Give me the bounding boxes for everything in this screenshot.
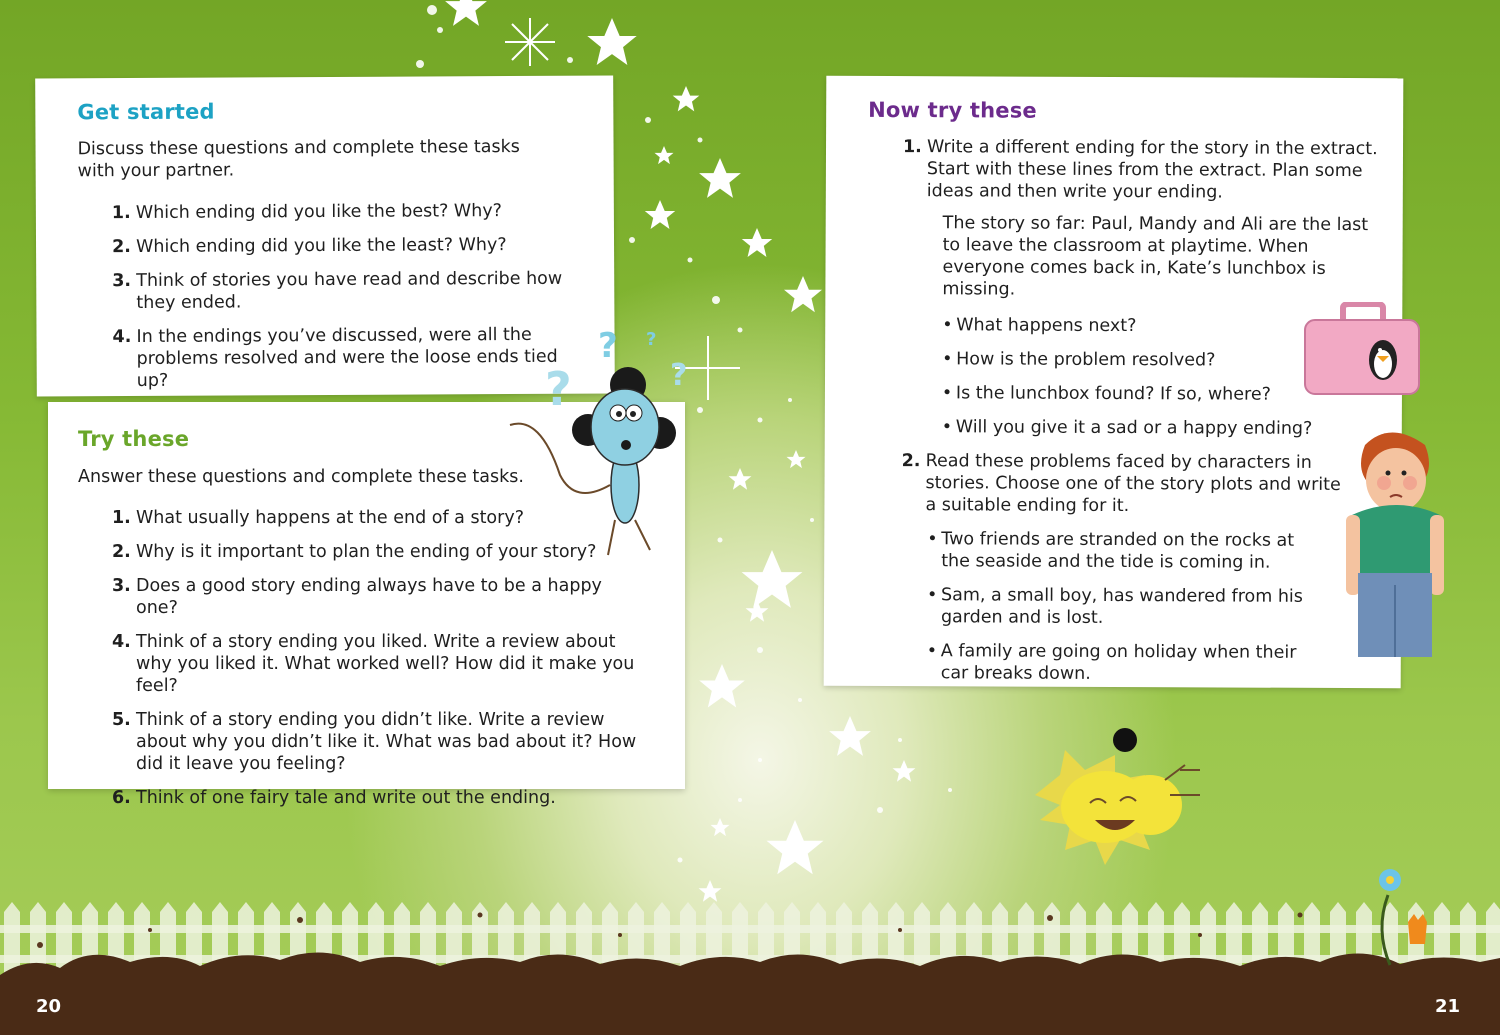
- question-mark-icon: ?: [646, 329, 657, 350]
- bullet-item: • Sam, a small boy, has wandered from his garden and is lost.: [941, 584, 1321, 630]
- list-item: 1. Write a different ending for the story in the extract. Start with these lines from the extract. Plan some ideas and then write your ending. The story so far: Paul, Mandy and Ali are the last to leave the classroom at playtime. When everyone comes back in, Kate’s lunchbox is missing. • What happens next? • How is the problem resolved? • Is the lunchbox found? If so, where? • Will you give it a sad or a happy ending?: [926, 136, 1387, 440]
- list-item: 1. What usually happens at the end of a story?: [112, 508, 524, 528]
- get-started-intro: Discuss these questions and complete these tasks with your partner.: [77, 136, 520, 182]
- now-try-these-list: [901, 136, 1387, 686]
- list-item: 2. Read these problems faced by characters in stories. Choose one of the story plots and write a suitable ending for it. • Two friends are stranded on the rocks at the seaside and the tide is coming in. • Sam, a small boy, has wandered from his garden and is lost. • A family are going on holiday when their car breaks down.: [925, 450, 1346, 686]
- list-item: 2. Why is it important to plan the ending of your story?: [112, 542, 597, 562]
- list-item: 2. Which ending did you like the least? Why?: [112, 235, 507, 258]
- list-item: 4. In the endings you’ve discussed, were all the problems resolved and were the loose ends tied up?: [112, 324, 558, 391]
- get-started-heading: Get started: [77, 99, 215, 125]
- bullet-list: [941, 528, 1322, 686]
- question-mark-icon: ?: [545, 362, 572, 416]
- bullet-item: • Two friends are stranded on the rocks at the seaside and the tide is coming in.: [941, 528, 1321, 574]
- try-these-heading: Try these: [78, 427, 190, 451]
- pink-penguin-lunchbox-illustration: [1303, 302, 1423, 397]
- try-these-intro: Answer these questions and complete these tasks.: [78, 467, 524, 487]
- confused-mouse-illustration: [500, 315, 700, 565]
- page-number-right: 21: [1434, 996, 1460, 1017]
- list-item: 1. Which ending did you like the best? Why?: [111, 201, 503, 224]
- laughing-sun-illustration: [1025, 725, 1225, 875]
- bullet-list: [956, 314, 1317, 440]
- bullet-item: • What happens next?: [956, 314, 1316, 338]
- story-extract: The story so far: Paul, Mandy and Ali are the last to leave the classroom at playtime. When everyone comes back in, Kate’s lunchbox is missing.: [942, 213, 1369, 300]
- bullet-item: • Is the lunchbox found? If so, where?: [956, 382, 1316, 406]
- soil: [0, 952, 1500, 1035]
- question-mark-icon: ?: [670, 358, 688, 393]
- list-item: 5. Think of a story ending you didn’t like. Write a review about why you didn’t like it. What was bad about it? How did it leave you feeling?: [112, 710, 637, 774]
- now-try-these-heading: Now try these: [868, 97, 1037, 123]
- list-item: 3. Does a good story ending always have to be a happy one?: [112, 576, 602, 618]
- list-item: 3. Think of stories you have read and describe how they ended.: [112, 268, 563, 313]
- bullet-item: • A family are going on holiday when their car breaks down.: [941, 640, 1321, 686]
- list-item: 6. Think of one fairy tale and write out the ending.: [112, 788, 556, 808]
- bullet-item: • How is the problem resolved?: [956, 348, 1316, 372]
- list-item: 4. Think of a story ending you liked. Write a review about why you liked it. What worked well? How did it make you feel?: [112, 632, 635, 696]
- question-mark-icon: ?: [598, 326, 618, 366]
- sad-boy-illustration: [1340, 425, 1450, 660]
- page-number-left: 20: [36, 996, 62, 1017]
- bullet-item: • Will you give it a sad or a happy ending?: [956, 416, 1316, 440]
